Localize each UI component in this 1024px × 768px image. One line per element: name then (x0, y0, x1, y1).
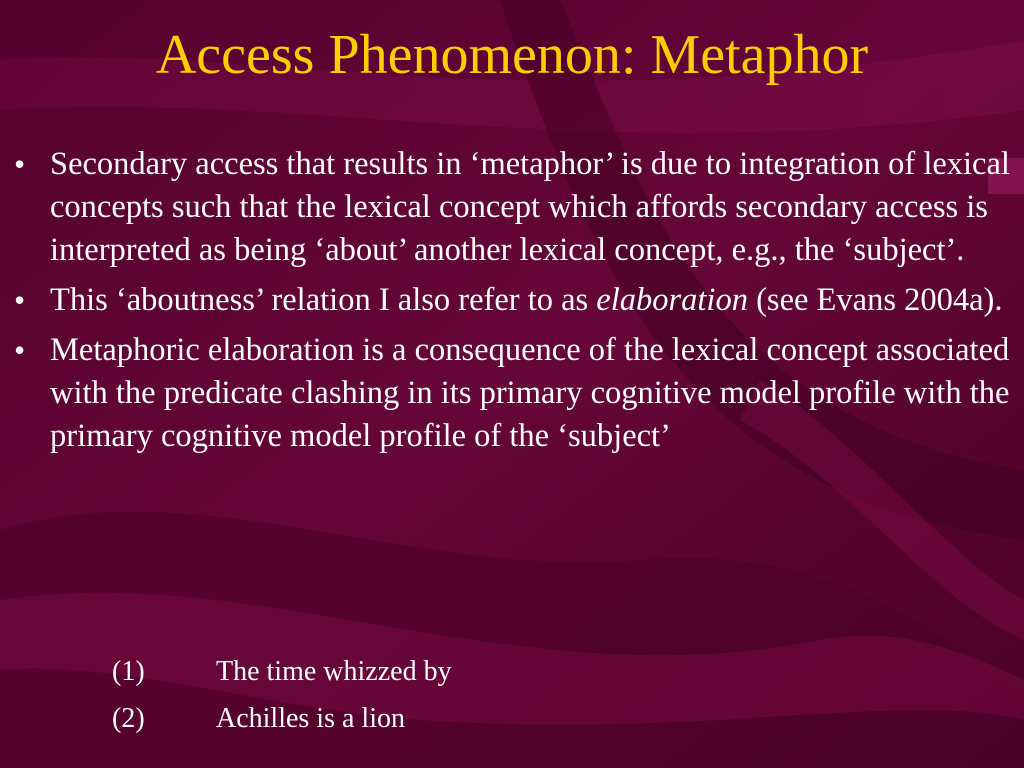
example-list (112, 648, 452, 742)
bullet-item-aboutness (14, 279, 1014, 322)
bullet-item-metaphoric-elaboration (14, 329, 1014, 458)
example-item (112, 648, 452, 695)
bullet-text: Secondary access that results in ‘metaphor’ is due to integration of lexical concepts such that the lexical concept which affords secondary access is interpreted as being ‘about’ another lexical concept, e.g., the ‘subject’. (50, 146, 1010, 268)
example-number: (1) (112, 656, 145, 687)
example-text: The time whizzed by (216, 656, 452, 687)
bullet-text-before: This ‘aboutness’ relation I also refer to as (50, 282, 597, 318)
bullet-emphasis: elaboration (596, 282, 748, 318)
bullet-text-after: (see Evans 2004a). (747, 282, 1003, 318)
bullet-icon: • (14, 282, 26, 318)
slide-title: Access Phenomenon: Metaphor (155, 24, 869, 86)
bullet-item-secondary-access (14, 143, 1014, 272)
bullet-text: Metaphoric elaboration is a consequence of the lexical concept associated with the predicate clashing in its primary cognitive model profile with the primary cognitive model profile of the ‘subject’ (50, 332, 1010, 454)
bullet-icon: • (14, 146, 26, 182)
example-number: (2) (112, 703, 145, 734)
example-text: Achilles is a lion (216, 703, 405, 734)
bullet-icon: • (14, 332, 26, 368)
bullet-list (14, 143, 1014, 465)
example-item (112, 695, 452, 742)
